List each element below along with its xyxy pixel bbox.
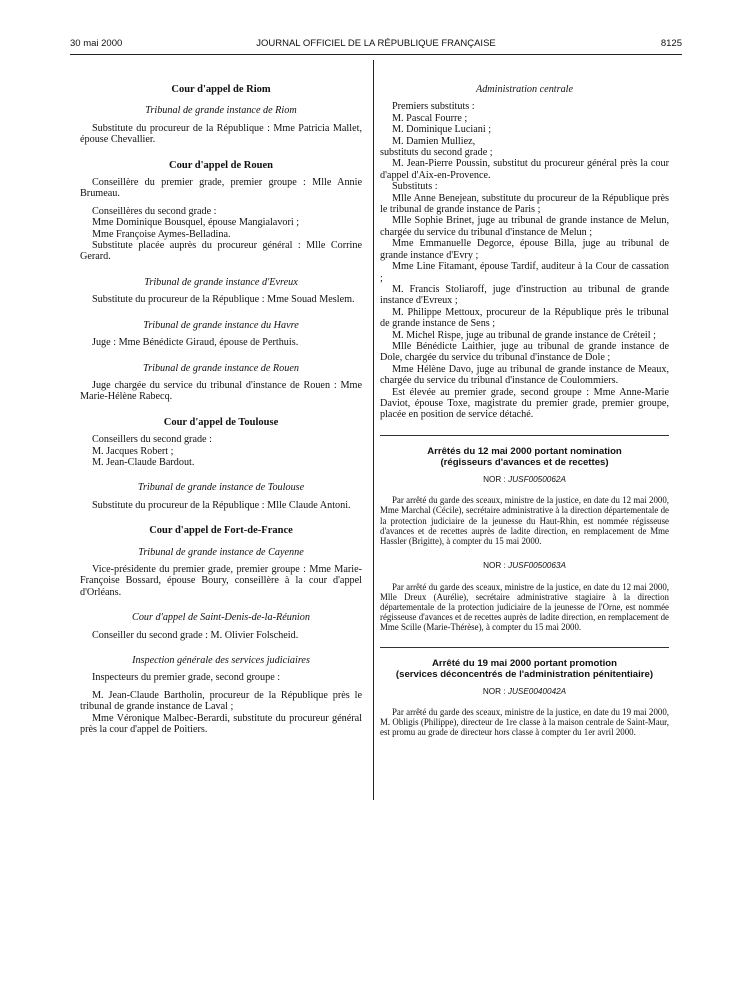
- nor-code: JUSF0050062A: [508, 474, 566, 484]
- nor-reference: [380, 560, 669, 571]
- section-heading-riom: Cour d'appel de Riom: [171, 84, 271, 95]
- nor-label: NOR :: [483, 561, 506, 571]
- nor-code: JUSF0050063A: [508, 561, 566, 571]
- paragraph: M. Francis Stoliaroff, juge d'instruction au tribunal de grande instance d'Evreux ;: [380, 283, 669, 307]
- section-divider: [380, 435, 669, 436]
- tribunal-heading-rouen: Tribunal de grande instance de Rouen: [143, 362, 299, 374]
- decree-paragraph: Par arrêté du garde des sceaux, ministre de la justice, en date du 19 mai 2000, M. Obligis (Philippe), directeur de 1re classe à la maison centrale de Saint-Maur, est promu au grade de directeur hors classe à compter du 1er avril 2000.: [380, 707, 669, 738]
- tribunal-heading-havre: Tribunal de grande instance du Havre: [143, 319, 299, 331]
- header-title: JOURNAL OFFICIEL DE LA RÉPUBLIQUE FRANÇAISE: [256, 38, 496, 49]
- section-heading-rouen: Cour d'appel de Rouen: [169, 159, 273, 171]
- paragraph: Conseillers du second grade :: [92, 434, 212, 446]
- paragraph: Mme Véronique Malbec-Berardi, substitute du procureur général près la cour d'appel de Poitiers.: [80, 712, 362, 736]
- tribunal-heading-toulouse: Tribunal de grande instance de Toulouse: [137, 482, 305, 494]
- paragraph: Conseillère du premier grade, premier groupe : Mlle Annie Brumeau.: [80, 177, 362, 200]
- section-heading-toulouse: Cour d'appel de Toulouse: [163, 416, 279, 428]
- section-heading-fort-de-france: Cour d'appel de Fort-de-France: [149, 525, 293, 537]
- tribunal-heading-riom: Tribunal de grande instance de Riom: [145, 105, 297, 117]
- paragraph: Mlle Anne Benejean, substitute du procureur de la République près le tribunal de grande instance de Paris ;: [380, 192, 669, 216]
- left-column: [80, 84, 362, 735]
- paragraph: substituts du second grade ;: [380, 147, 493, 159]
- paragraph: Mme Françoise Aymes-Belladina.: [92, 228, 231, 240]
- paragraph: Est élevée au premier grade, second groupe : Mme Anne-Marie Daviot, épouse Toxe, magistrate du premier grade, premier groupe, placée en position de service détaché.: [380, 386, 669, 421]
- paragraph: M. Jean-Claude Bardout.: [92, 456, 195, 468]
- paragraph: M. Philippe Mettoux, procureur de la République près le tribunal de grande instance de Sens ;: [380, 306, 669, 330]
- paragraph: Mme Dominique Bousquel, épouse Mangialavori ;: [92, 217, 300, 229]
- page-header: [70, 38, 682, 52]
- decree-subtitle-nomination: (régisseurs d'avances et de recettes): [440, 456, 609, 468]
- paragraph: Mlle Sophie Brinet, juge au tribunal de grande instance de Melun, chargée du service du tribunal d'instance de Melun ;: [380, 215, 669, 238]
- header-date: 30 mai 2000: [70, 38, 123, 49]
- section-heading-administration: Administration centrale: [475, 84, 574, 95]
- paragraph: Substitute placée auprès du procureur général : Mlle Corrine Gerard.: [80, 240, 362, 263]
- nor-reference: [380, 474, 669, 485]
- paragraph: Conseillères du second grade :: [92, 205, 217, 217]
- decree-paragraph: Par arrêté du garde des sceaux, ministre de la justice, en date du 12 mai 2000, Mme Marchal (Cécile), secrétaire administrative à la direction départementale de la protection judiciaire de la jeunesse du Haut-Rhin, est nommée régisseuse d'avances et de recettes auprès de ladite direction, en remplacement de Mme Hassler (Brigitte), à compter du 15 mai 2000.: [380, 495, 669, 546]
- paragraph: M. Dominique Luciani ;: [392, 124, 492, 136]
- section-divider: [380, 647, 669, 648]
- paragraph: Substitute du procureur de la République : Mlle Claude Antoni.: [92, 499, 351, 511]
- paragraph: M. Damien Mulliez,: [392, 135, 476, 147]
- paragraph: M. Jean-Pierre Poussin, substitut du procureur général près la cour d'appel d'Aix-en-Provence.: [380, 158, 669, 181]
- nor-reference: [380, 686, 669, 697]
- paragraph: M. Jean-Claude Bartholin, procureur de la République près le tribunal de grande instance de Laval ;: [80, 689, 362, 713]
- nor-code: JUSE0040042A: [507, 686, 567, 696]
- paragraph: Substitute du procureur de la République : Mme Souad Meslem.: [92, 294, 355, 306]
- header-page-number: 8125: [660, 38, 682, 49]
- header-rule: [70, 54, 682, 55]
- decree-title-promotion: Arrêté du 19 mai 2000 portant promotion: [432, 657, 617, 669]
- column-divider: [373, 60, 374, 800]
- decree-title-nomination: Arrêtés du 12 mai 2000 portant nomination: [427, 445, 622, 457]
- paragraph: Juge chargée du service du tribunal d'instance de Rouen : Mme Marie-Hélène Rabecq.: [80, 379, 362, 403]
- nor-label: NOR :: [482, 686, 506, 696]
- paragraph: Inspecteurs du premier grade, second groupe :: [92, 672, 281, 684]
- tribunal-heading-cayenne: Tribunal de grande instance de Cayenne: [138, 546, 304, 558]
- paragraph: M. Michel Rispe, juge au tribunal de grande instance de Créteil ;: [392, 329, 656, 341]
- section-heading-inspection: Inspection générale des services judiciaires: [132, 655, 310, 666]
- decree-paragraph: Par arrêté du garde des sceaux, ministre de la justice, en date du 12 mai 2000, Mlle Dreux (Aurélie), secrétaire administrative stagiaire à la direction départementale de la protection judiciaire de la jeunesse de l'Orne, est nommée régisseuse d'avances et de recettes auprès de ladite direction, en remplacement de Mme Scille (Marie-Thérèse), à compter du 15 mai 2000.: [380, 581, 669, 633]
- paragraph: Juge : Mme Bénédicte Giraud, épouse de Perthuis.: [92, 337, 299, 349]
- paragraph: Mme Emmanuelle Degorce, épouse Billa, juge au tribunal de grande instance d'Evry ;: [380, 238, 669, 261]
- paragraph: Mme Line Fitamant, épouse Tardif, auditeur à la Cour de cassation ;: [380, 261, 669, 284]
- paragraph: Mme Hélène Davo, juge au tribunal de grande instance de Meaux, chargée du service du tribunal d'instance de Coulommiers.: [380, 363, 669, 387]
- right-column: [380, 84, 669, 738]
- nor-label: NOR :: [483, 474, 506, 484]
- paragraph: M. Pascal Fourre ;: [392, 112, 468, 124]
- decree-subtitle-promotion: (services déconcentrés de l'administration pénitentiaire): [395, 668, 654, 680]
- paragraph: Substituts :: [392, 181, 438, 193]
- paragraph: Mlle Bénédicte Laithier, juge au tribunal de grande instance de Dole, chargée du service du tribunal d'instance de Dole ;: [380, 340, 669, 364]
- tribunal-heading-evreux: Tribunal de grande instance d'Evreux: [144, 276, 298, 288]
- section-heading-reunion: Cour d'appel de Saint-Denis-de-la-Réunion: [132, 612, 310, 624]
- paragraph: M. Jacques Robert ;: [92, 445, 174, 457]
- paragraph: Premiers substituts :: [392, 101, 475, 113]
- paragraph: Vice-présidente du premier grade, premier groupe : Mme Marie-Françoise Bossard, épouse Boury, conseillère à la cour d'appel d'Orléans.: [80, 563, 362, 598]
- paragraph: Conseiller du second grade : M. Olivier Folscheid.: [92, 629, 299, 641]
- paragraph: Substitute du procureur de la République : Mme Patricia Mallet, épouse Chevallier.: [80, 122, 362, 146]
